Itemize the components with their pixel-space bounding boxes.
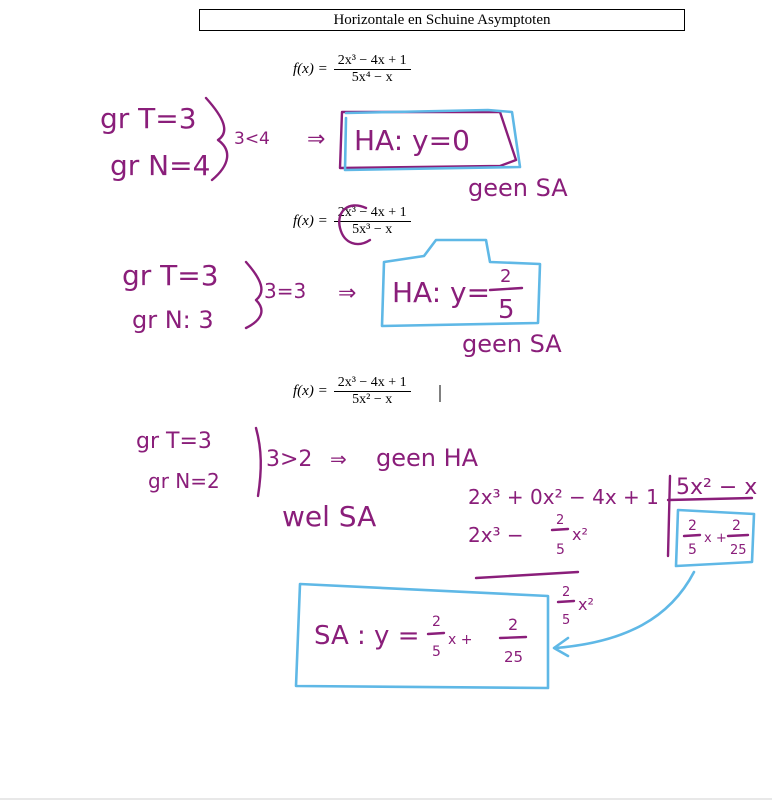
formula-denominator: 5x² − x [352, 392, 393, 407]
division-line-2-suffix: x² [572, 525, 588, 544]
formula-lhs: f(x) = [293, 383, 328, 399]
note-s3-grT: gr T=3 [136, 429, 212, 454]
circle-s2 [339, 205, 370, 244]
fraction-bar-sa2 [500, 637, 526, 638]
division-bracket-vertical [668, 476, 670, 556]
formula-lhs: f(x) = [293, 213, 328, 229]
arrow-s3: ⇒ [330, 447, 347, 471]
quotient-mid: x + [704, 531, 727, 546]
note-s1-compare: 3<4 [234, 129, 270, 149]
note-s3-sa: wel SA [282, 500, 377, 533]
brace-s3 [256, 428, 261, 496]
division-line-2-den: 5 [556, 542, 565, 558]
note-s1-grT: gr T=3 [100, 102, 197, 135]
quotient-num-1: 2 [688, 518, 697, 534]
sa-result-den-1: 5 [432, 644, 441, 660]
note-s1-grN: gr N=4 [110, 149, 211, 182]
quotient-den-1: 5 [688, 542, 697, 558]
quotient-den-2: 25 [730, 543, 747, 558]
fraction-bar-q2 [728, 535, 748, 536]
division-line-2-prefix: 2x³ − [468, 523, 524, 547]
formula-lhs: f(x) = [293, 61, 328, 77]
sa-result-num-2: 2 [508, 615, 519, 634]
sa-result-mid: x + [448, 632, 473, 648]
sa-result-prefix: SA : y = [314, 621, 420, 651]
note-s3-ha: geen HA [376, 444, 479, 472]
formula-numerator: 2x³ − 4x + 1 [337, 205, 407, 220]
quotient-num-2: 2 [732, 518, 741, 534]
note-s1-sa: geen SA [468, 174, 568, 202]
divisor: 5x² − x [676, 475, 758, 500]
fraction-bar-q1 [684, 535, 700, 536]
division-line-1: 2x³ + 0x² − 4x + 1 [468, 485, 659, 509]
formula-denominator: 5x⁴ − x [351, 70, 393, 85]
remainder-num: 2 [562, 585, 571, 600]
formula-numerator: 2x³ − 4x + 1 [337, 375, 407, 390]
page-title: Horizontale en Schuine Asymptoten [199, 9, 685, 31]
arrow-quotient-to-sa [556, 572, 694, 648]
note-s2-result-den: 5 [498, 295, 515, 325]
note-s2-grT: gr T=3 [122, 259, 219, 292]
note-s1-result: HA: y=0 [354, 124, 470, 157]
remainder-den: 5 [562, 613, 571, 628]
arrow-s2: ⇒ [338, 281, 357, 306]
formula-denominator: 5x³ − x [352, 222, 393, 237]
note-s2-result-num: 2 [500, 266, 512, 287]
note-s2-result-prefix: HA: y= [392, 276, 491, 309]
note-s2-compare: 3=3 [264, 279, 307, 303]
formula-numerator: 2x³ − 4x + 1 [337, 53, 407, 68]
note-s3-grN: gr N=2 [148, 469, 220, 493]
division-line-2-num: 2 [556, 513, 565, 528]
note-s3-compare: 3>2 [266, 447, 313, 472]
fraction-bar-rem [558, 601, 574, 602]
subtraction-line [476, 572, 578, 578]
fraction-bar-sa1 [428, 633, 444, 634]
arrow-s1: ⇒ [307, 127, 326, 152]
remainder-suffix: x² [578, 595, 594, 614]
sa-result-num-1: 2 [432, 614, 441, 630]
fraction-bar-s2 [490, 288, 522, 290]
sa-result-den-2: 25 [504, 648, 524, 666]
note-s2-grN: gr N: 3 [132, 306, 214, 334]
note-s2-sa: geen SA [462, 330, 562, 358]
fraction-bar-div2 [552, 529, 568, 530]
brace-s2 [246, 262, 261, 328]
